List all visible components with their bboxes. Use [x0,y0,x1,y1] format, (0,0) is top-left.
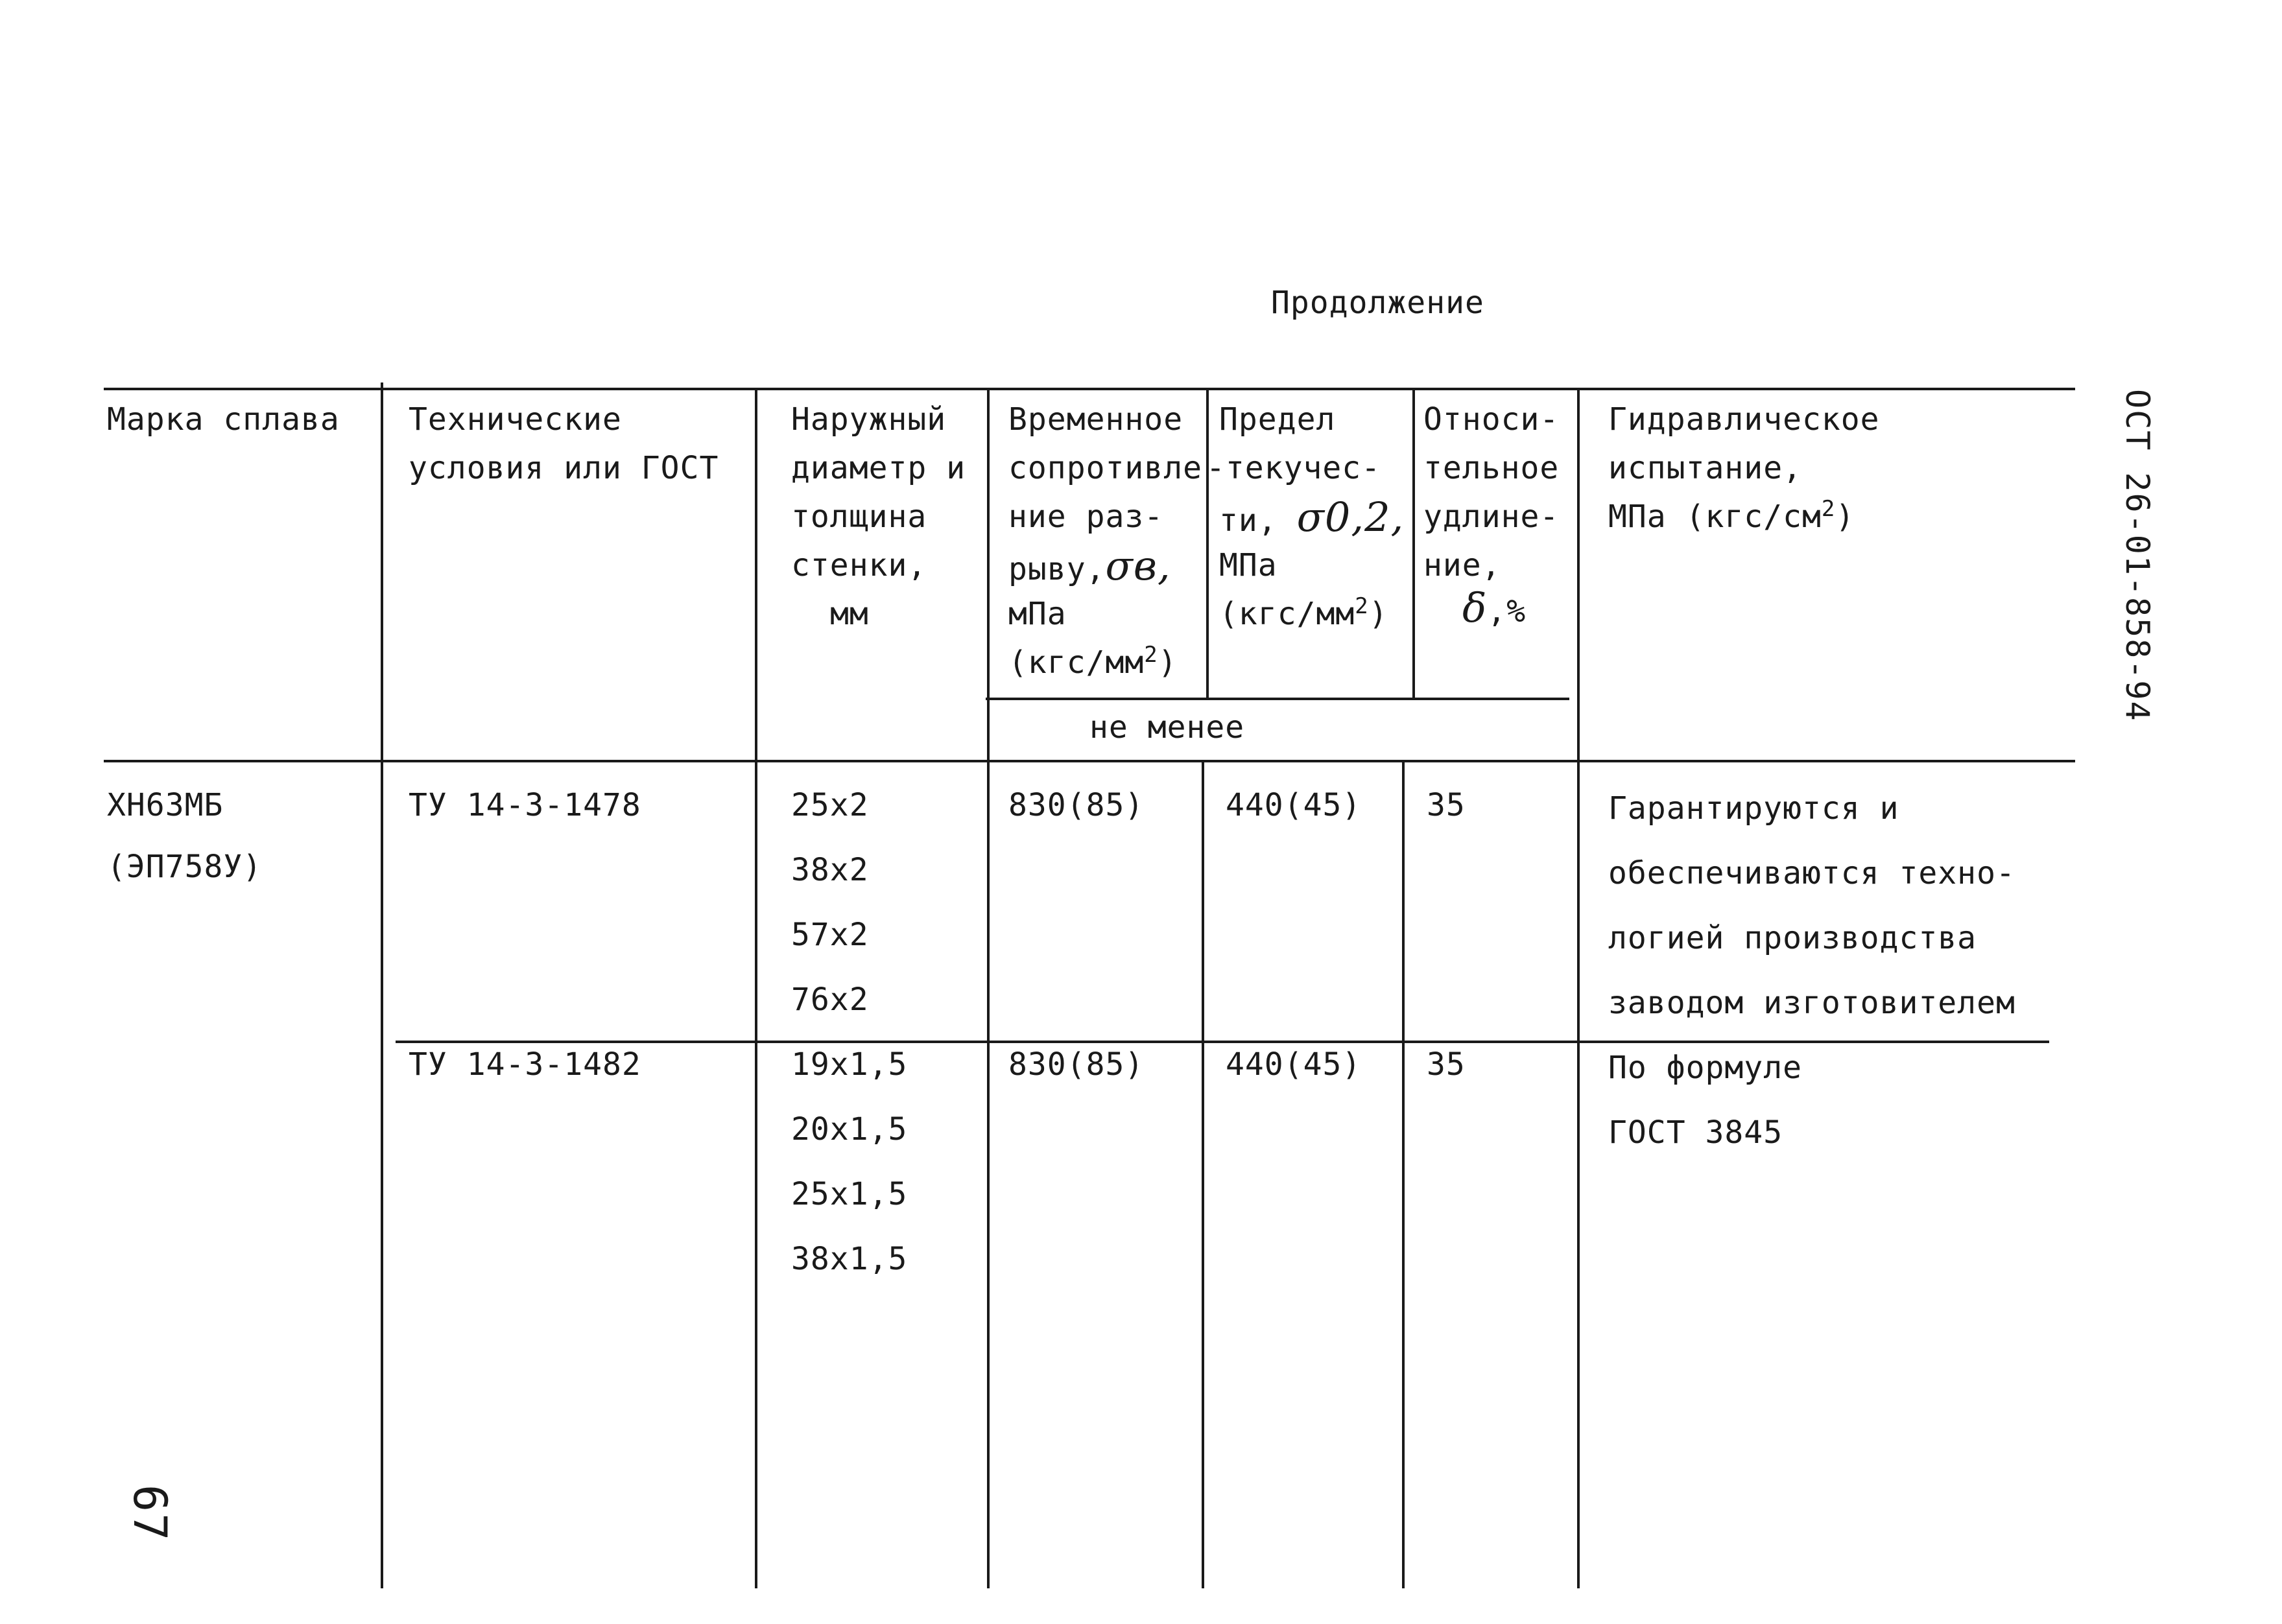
document-page: Продолжение ОСТ 26-01-858-94 67 Марка сплава Технические условия или ГОСТ Наружный диаметр и толщина стенки, мм Временное сопротивле ние раз- рыву,σв, мПа $(кгс/мм^2)$ Предел -текучес- ти, σ0,2, МПа $(кгс/мм^2)$ Относи- тельное удлине- ние, δ,% Гидравлическое испытание, МПа $(кгс/см^2)$ не менее ХН63МБ (ЭП758У) ТУ 14-3-1478 25х2 38х2 57х2 76х2 830(85) 440(45) 35 Гарантируются и обеспечиваются техно- логией производства заводом изготовителем ТУ 14-3-1482 19х1,5 20х1,5 25х1,5 38х1,5 830(85) 440(45) 35 По формуле ГОСТ 3845 [0,0,2282,1624]
table-top-rule [104,388,2075,390]
spec-cell: ТУ 14-3-1482 [409,1046,641,1083]
header-alloy-grade: Марка сплава [107,401,340,438]
col-divider-1 [381,382,383,1588]
col-divider-5-body [1402,762,1405,1588]
header-bottom-rule [104,760,2075,762]
spec-cell: ТУ 14-3-1478 [409,787,641,823]
tensile-cell: 830(85) [1008,787,1145,823]
yield-cell: 440(45) [1226,787,1362,823]
not-less-label: не менее [1089,709,1245,746]
col-divider-4-header [1206,388,1209,698]
page-number: 67 [123,1485,176,1542]
elongation-cell: 35 [1427,787,1466,823]
col-divider-6 [1577,388,1580,1588]
not-less-rule [986,698,1569,700]
sigma-02-symbol: σ0,2, [1296,493,1405,541]
yield-cell: 440(45) [1226,1046,1362,1083]
doc-code: ОСТ 26-01-858-94 [2119,389,2156,722]
continuation-label: Продолжение [1271,285,1484,321]
col-divider-2 [755,388,757,1588]
col-divider-4-body [1202,762,1204,1588]
sigma-b-symbol: σв, [1105,542,1171,589]
tensile-cell: 830(85) [1008,1046,1145,1083]
row-separator-rule [396,1041,2049,1043]
col-divider-3 [987,388,990,1588]
col-divider-5-header [1412,388,1415,698]
elongation-cell: 35 [1427,1046,1466,1083]
delta-symbol: δ [1462,584,1488,631]
